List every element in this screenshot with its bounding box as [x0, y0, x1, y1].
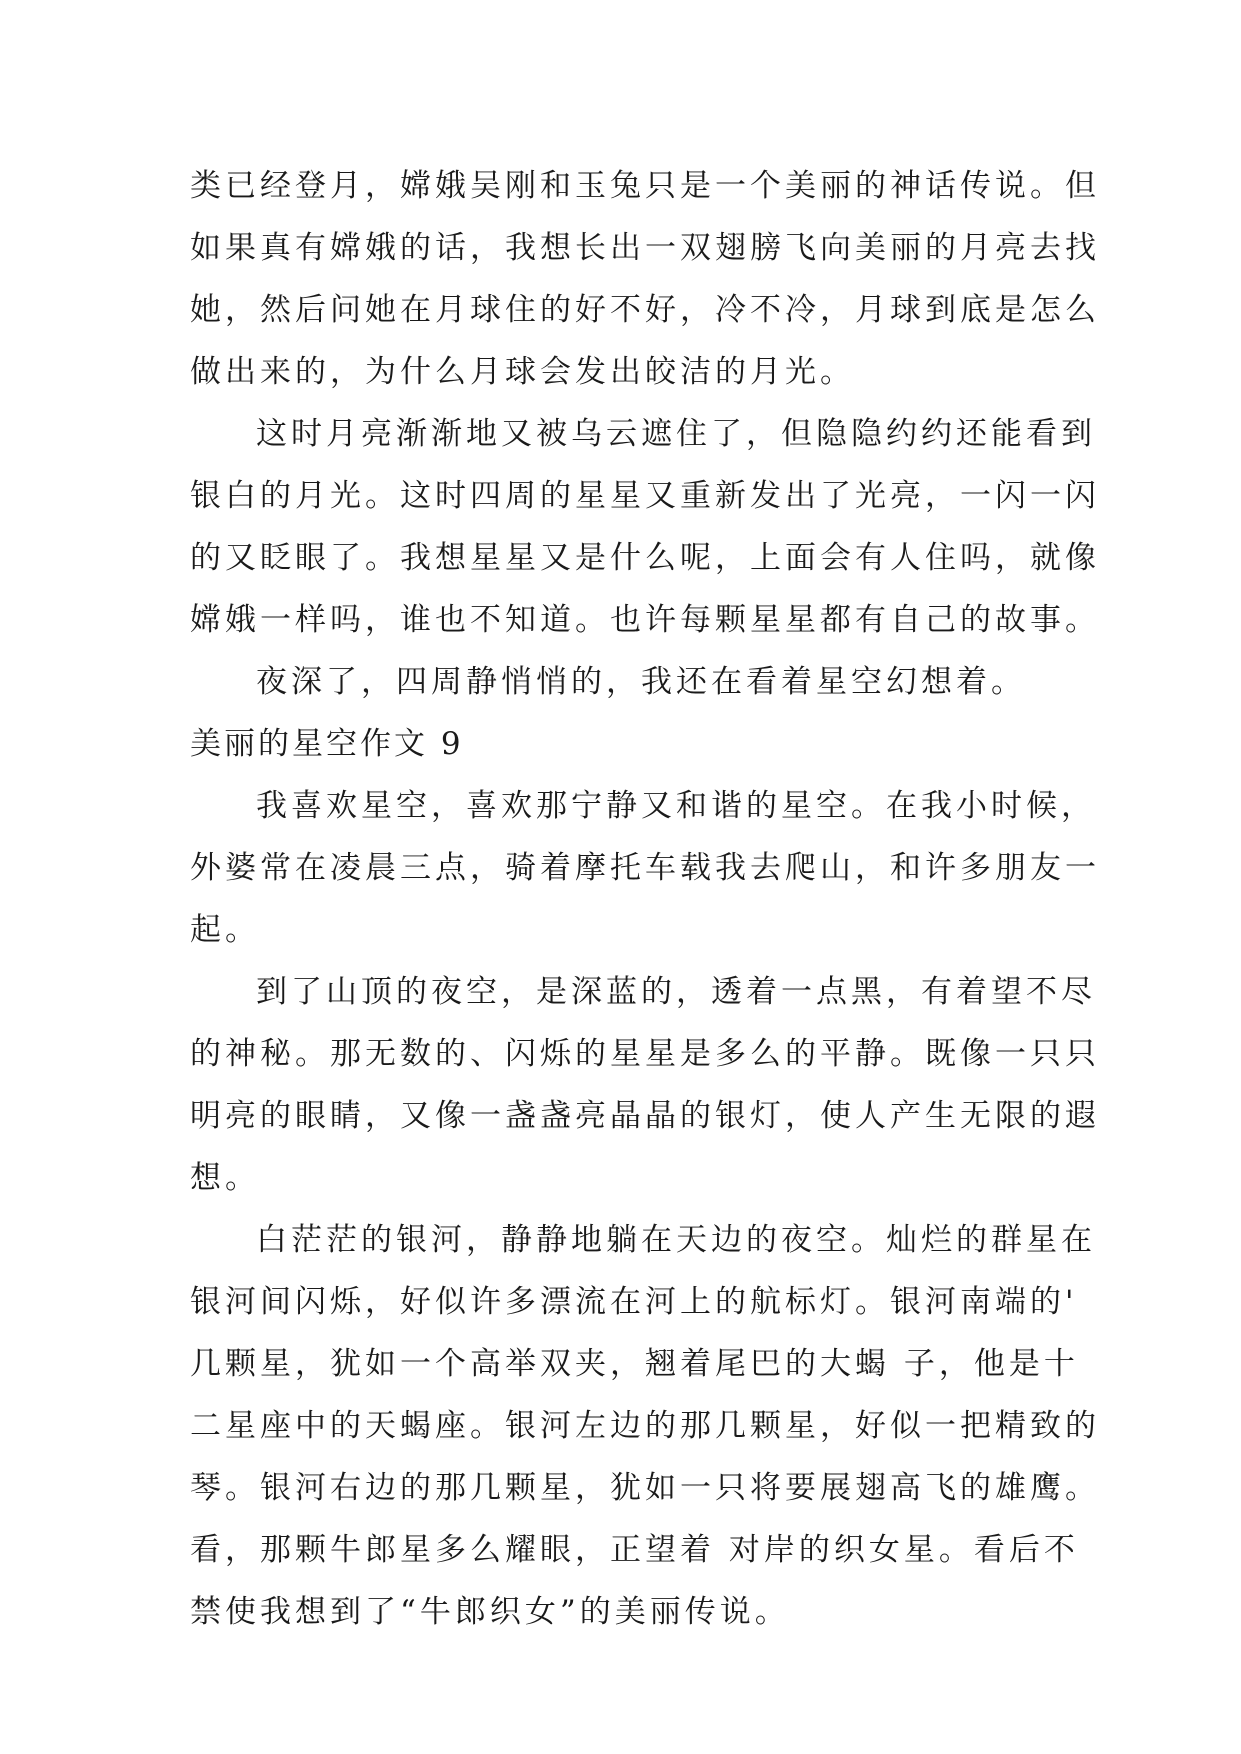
text-line: 想。 — [190, 1160, 260, 1196]
text-line: 如果真有嫦娥的话，我想长出一双翅膀飞向美丽的月亮去找 — [190, 230, 1100, 266]
text-line: 到了山顶的夜空，是深蓝的，透着一点黑，有着望不尽 — [256, 974, 1096, 1010]
text-line: 我喜欢星空，喜欢那宁静又和谐的星空。在我小时候， — [256, 788, 1096, 824]
text-line: 琴。银河右边的那几颗星，犹如一只将要展翅高飞的雄鹰。 — [190, 1470, 1100, 1506]
text-line: 银白的月光。这时四周的星星又重新发出了光亮，一闪一闪 — [190, 478, 1100, 514]
text-line: 几颗星，犹如一个高举双夹，翘着尾巴的大蝎 子，他是十 — [190, 1346, 1079, 1382]
text-line: 夜深了，四周静悄悄的，我还在看着星空幻想着。 — [256, 664, 1026, 700]
text-line: 禁使我想到了“牛郎织女”的美丽传说。 — [190, 1594, 790, 1630]
text-line: 的神秘。那无数的、闪烁的星星是多么的平静。既像一只只 — [190, 1036, 1100, 1072]
text-line: 外婆常在凌晨三点，骑着摩托车载我去爬山，和许多朋友一 — [190, 850, 1100, 886]
document-body — [190, 155, 1100, 1643]
text-line: 这时月亮渐渐地又被乌云遮住了，但隐隐约约还能看到 — [256, 416, 1096, 452]
text-line: 明亮的眼睛，又像一盏盏亮晶晶的银灯，使人产生无限的遐 — [190, 1098, 1100, 1134]
text-line: 做出来的，为什么月球会发出皎洁的月光。 — [190, 354, 855, 390]
text-line: 银河间闪烁，好似许多漂流在河上的航标灯。银河南端的' — [190, 1284, 1078, 1320]
text-line: 白茫茫的银河，静静地躺在天边的夜空。灿烂的群星在 — [256, 1222, 1096, 1258]
section-heading: 美丽的星空作文 9 — [190, 726, 464, 762]
text-line: 看，那颗牛郎星多么耀眼，正望着 对岸的织女星。看后不 — [190, 1532, 1079, 1568]
text-line: 二星座中的天蝎座。银河左边的那几颗星，好似一把精致的 — [190, 1408, 1100, 1444]
text-line: 类已经登月，嫦娥吴刚和玉兔只是一个美丽的神话传说。但 — [190, 168, 1100, 204]
text-line: 的又眨眼了。我想星星又是什么呢，上面会有人住吗，就像 — [190, 540, 1100, 576]
text-line: 嫦娥一样吗，谁也不知道。也许每颗星星都有自己的故事。 — [190, 602, 1100, 638]
text-line: 起。 — [190, 912, 260, 948]
text-line: 她，然后问她在月球住的好不好，冷不冷，月球到底是怎么 — [190, 292, 1100, 328]
